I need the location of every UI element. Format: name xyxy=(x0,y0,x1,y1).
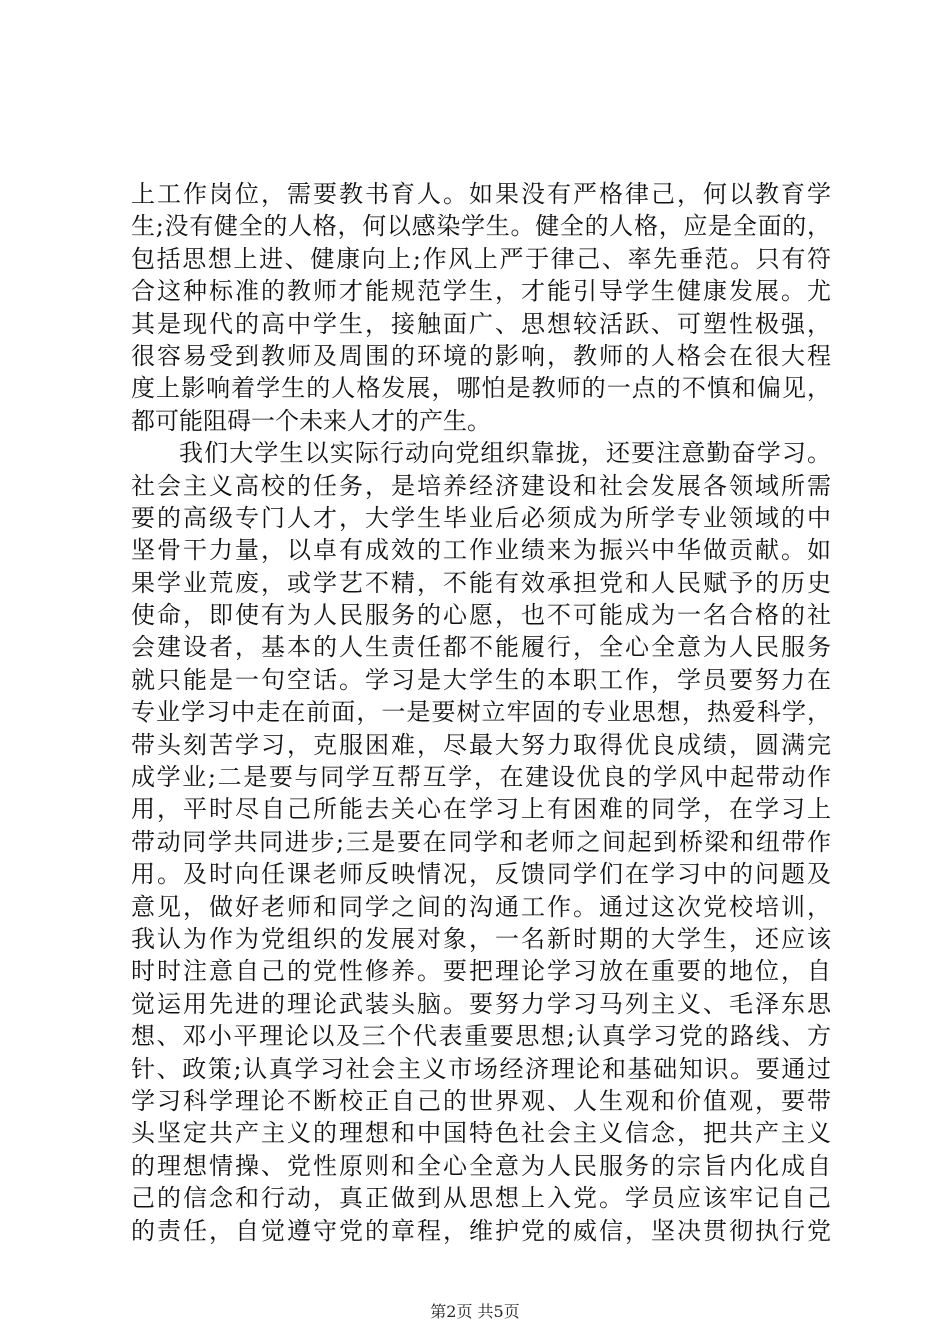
text-line: 用，平时尽自己所能去关心在学习上有困难的同学，在学习上 xyxy=(131,795,831,824)
text-line: 我认为作为党组织的发展对象，一名新时期的大学生，还应该 xyxy=(131,924,831,953)
text-line: 要的高级专门人才，大学生毕业后必须成为所学专业领域的中 xyxy=(131,503,831,532)
text-line: 包括思想上进、健康向上;作风上严于律己、率先垂范。只有符 xyxy=(131,244,831,273)
text-line: 就只能是一句空话。学习是大学生的本职工作，学员要努力在 xyxy=(131,665,831,694)
text-line: 针、政策;认真学习社会主义市场经济理论和基础知识。要通过 xyxy=(131,1054,831,1083)
text-line: 的理想情操、党性原则和全心全意为人民服务的宗旨内化成自 xyxy=(131,1151,831,1180)
text-line: 很容易受到教师及周围的环境的影响，教师的人格会在很大程 xyxy=(131,341,831,370)
text-line: 其是现代的高中学生，接触面广、思想较活跃、可塑性极强， xyxy=(131,309,831,338)
text-line: 头坚定共产主义的理想和中国特色社会主义信念，把共产主义 xyxy=(131,1119,831,1148)
text-line: 意见，做好老师和同学之间的沟通工作。通过这次党校培训， xyxy=(131,892,831,921)
text-line: 己的信念和行动，真正做到从思想上入党。学员应该牢记自己 xyxy=(131,1184,831,1213)
page-number-footer: 第2页 共5页 xyxy=(430,1302,520,1321)
text-line: 合这种标准的教师才能规范学生，才能引导学生健康发展。尤 xyxy=(131,277,831,306)
text-line: 坚骨干力量，以卓有成效的工作业绩来为振兴中华做贡献。如 xyxy=(131,536,831,565)
text-line: 的责任，自觉遵守党的章程，维护党的威信，坚决贯彻执行党 xyxy=(131,1216,831,1245)
text-line: 使命，即使有为人民服务的心愿，也不可能成为一名合格的社 xyxy=(131,601,831,630)
text-line: 上工作岗位，需要教书育人。如果没有严格律己，何以教育学 xyxy=(131,180,831,208)
text-line: 时时注意自己的党性修养。要把理论学习放在重要的地位，自 xyxy=(131,957,831,986)
body-text xyxy=(131,178,831,1247)
text-line: 会建设者，基本的人生责任都不能履行，全心全意为人民服务 xyxy=(131,633,831,662)
paragraph-2 xyxy=(131,437,831,1247)
text-line: 都可能阻碍一个未来人才的产生。 xyxy=(131,406,491,435)
text-line: 带动同学共同进步;三是要在同学和老师之间起到桥梁和纽带作 xyxy=(131,827,831,856)
text-line: 我们大学生以实际行动向党组织靠拢，还要注意勤奋学习。 xyxy=(179,439,831,468)
text-line: 社会主义高校的任务，是培养经济建设和社会发展各领域所需 xyxy=(131,471,831,500)
text-line: 度上影响着学生的人格发展，哪怕是教师的一点的不慎和偏见， xyxy=(131,374,831,403)
text-line: 专业学习中走在前面，一是要树立牢固的专业思想，热爱科学， xyxy=(131,698,831,727)
text-line: 想、邓小平理论以及三个代表重要思想;认真学习党的路线、方 xyxy=(131,1022,831,1051)
text-line: 生;没有健全的人格，何以感染学生。健全的人格，应是全面的， xyxy=(131,212,831,241)
paragraph-1 xyxy=(131,178,831,437)
text-line: 带头刻苦学习，克服困难，尽最大努力取得优良成绩，圆满完 xyxy=(131,730,831,759)
text-line: 学习科学理论不断校正自己的世界观、人生观和价值观，要带 xyxy=(131,1086,831,1115)
text-line: 果学业荒废，或学艺不精，不能有效承担党和人民赋予的历史 xyxy=(131,568,831,597)
text-line: 觉运用先进的理论武装头脑。要努力学习马列主义、毛泽东思 xyxy=(131,989,831,1018)
text-line: 用。及时向任课老师反映情况，反馈同学们在学习中的问题及 xyxy=(131,860,831,889)
text-line: 成学业;二是要与同学互帮互学，在建设优良的学风中起带动作 xyxy=(131,763,831,792)
